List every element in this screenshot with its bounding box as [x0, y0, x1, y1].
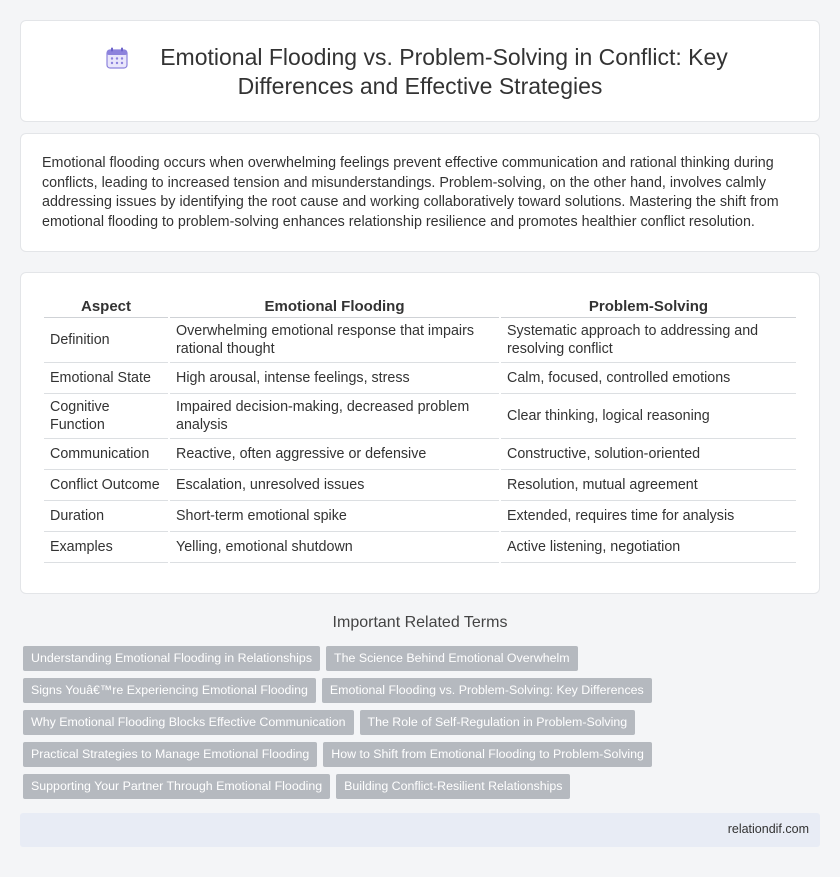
row-problem-solving-cell: Extended, requires time for analysis [501, 501, 796, 532]
row-emotional-flooding-cell: Short-term emotional spike [170, 501, 499, 532]
footer-bar [20, 813, 820, 847]
table-row [44, 532, 796, 563]
row-aspect-cell: Duration [44, 501, 168, 532]
related-term-link[interactable]: Signs Youâ€™re Experiencing Emotional Flooding [23, 678, 316, 703]
related-term-link[interactable]: Building Conflict-Resilient Relationships [336, 774, 570, 799]
tag-row [23, 646, 813, 678]
row-problem-solving-cell: Resolution, mutual agreement [501, 470, 796, 501]
row-aspect-cell: Emotional State [44, 363, 168, 394]
page-title-line2: Differences and Effective Strategies [237, 73, 603, 99]
header-card [20, 20, 820, 122]
page-title [112, 43, 728, 101]
intro-card [20, 133, 820, 252]
row-emotional-flooding-cell: Reactive, often aggressive or defensive [170, 439, 499, 470]
related-term-link[interactable]: Why Emotional Flooding Blocks Effective Communication [23, 710, 354, 735]
row-problem-solving-cell: Systematic approach to addressing and resolving conflict [501, 318, 796, 363]
row-problem-solving-cell: Constructive, solution-oriented [501, 439, 796, 470]
site-link[interactable]: relationdif.com [727, 822, 809, 836]
row-aspect-cell: Communication [44, 439, 168, 470]
row-aspect-cell: Cognitive Function [44, 394, 168, 439]
tag-row [23, 774, 813, 806]
table-row [44, 501, 796, 532]
column-header-problem-solving: Problem-Solving [501, 295, 796, 318]
row-emotional-flooding-cell: High arousal, intense feelings, stress [170, 363, 499, 394]
comparison-table-card [20, 272, 820, 594]
related-term-link[interactable]: The Science Behind Emotional Overwhelm [326, 646, 578, 671]
row-emotional-flooding-cell: Yelling, emotional shutdown [170, 532, 499, 563]
row-aspect-cell: Conflict Outcome [44, 470, 168, 501]
row-emotional-flooding-cell: Overwhelming emotional response that impairs rational thought [170, 318, 499, 363]
table-row [44, 363, 796, 394]
tag-row [23, 742, 813, 774]
tag-row [23, 710, 813, 742]
table-header-row [44, 295, 796, 318]
row-problem-solving-cell: Calm, focused, controlled emotions [501, 363, 796, 394]
tag-row [23, 678, 813, 710]
table-row [44, 394, 796, 439]
intro-paragraph: Emotional flooding occurs when overwhelming feelings prevent effective communication and rational thinking during conflicts, leading to increased tension and misunderstandings. Problem-solving, on the other hand, involves calmly addressing issues by identifying the root cause and working collaboratively toward solutions. Mastering the shift from emotional flooding to problem-solving enhances relationship resilience and promotes healthier conflict resolution. [42, 155, 779, 230]
related-terms-list [23, 646, 813, 806]
page-title-line1: Emotional Flooding vs. Problem-Solving in Conflict: Key [160, 44, 728, 70]
related-term-link[interactable]: Supporting Your Partner Through Emotional Flooding [23, 774, 330, 799]
related-term-link[interactable]: The Role of Self-Regulation in Problem-Solving [360, 710, 636, 735]
table-row [44, 470, 796, 501]
column-header-emotional-flooding: Emotional Flooding [170, 295, 499, 318]
related-term-link[interactable]: Understanding Emotional Flooding in Relationships [23, 646, 320, 671]
row-emotional-flooding-cell: Escalation, unresolved issues [170, 470, 499, 501]
row-aspect-cell: Definition [44, 318, 168, 363]
related-term-link[interactable]: How to Shift from Emotional Flooding to Problem-Solving [323, 742, 652, 767]
row-aspect-cell: Examples [44, 532, 168, 563]
comparison-table [42, 295, 798, 563]
table-row [44, 439, 796, 470]
related-term-link[interactable]: Emotional Flooding vs. Problem-Solving: Key Differences [322, 678, 652, 703]
row-problem-solving-cell: Active listening, negotiation [501, 532, 796, 563]
row-problem-solving-cell: Clear thinking, logical reasoning [501, 394, 796, 439]
table-row [44, 318, 796, 363]
column-header-aspect: Aspect [44, 295, 168, 318]
related-term-link[interactable]: Practical Strategies to Manage Emotional Flooding [23, 742, 317, 767]
related-terms-heading: Important Related Terms [332, 614, 508, 631]
row-emotional-flooding-cell: Impaired decision-making, decreased problem analysis [170, 394, 499, 439]
